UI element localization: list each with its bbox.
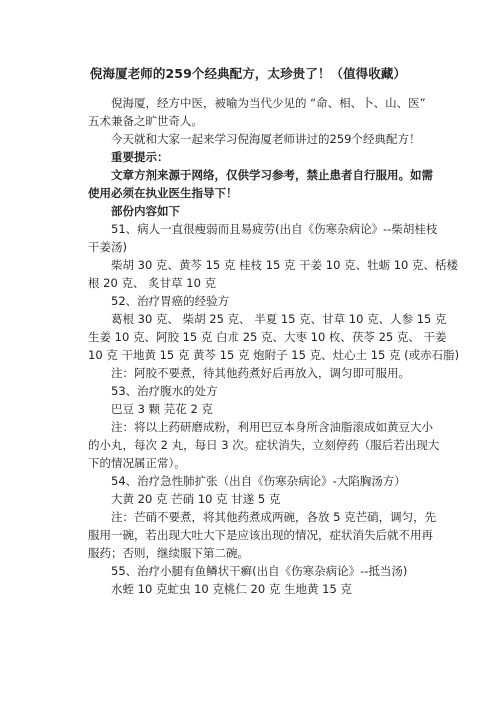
- text-line: 大黄 20 克 芒硝 10 克 甘遂 5 克: [111, 492, 281, 506]
- text-line: 五术兼备之旷世奇人。: [88, 114, 203, 128]
- text-line: 部份内容如下: [111, 204, 180, 218]
- text-line: 下的情况属正常）。: [88, 456, 186, 470]
- text-line: 倪海厦，经方中医，被喻为当代少见的 “命、相、卜、山、医”: [111, 96, 426, 110]
- text-line: 今天就和大家一起来学习倪海厦老师讲过的259个经典配方！: [111, 132, 421, 146]
- text-line: 54、治疗急性肺扩张（出自《伤寒杂病论》-大陷胸汤方）: [111, 474, 406, 488]
- text-line: 51、病人一直很瘦弱而且易疲劳(出自《伤寒杂病论》--柴胡桂枝: [111, 222, 438, 236]
- text-line: 52、治疗胃癌的经验方: [111, 294, 230, 308]
- text-line: 注：将以上药研磨成粉，利用巴豆本身所含油脂滚成如黄豆大小: [111, 420, 433, 434]
- text-line: 服药；否则，继续服下第二碗。: [88, 546, 249, 560]
- text-line: 10 克 干地黄 15 克 黄芩 15 克 炮附子 15 克、灶心土 15 克 (或赤石脂): [88, 348, 460, 362]
- text-line: 的小丸，每次 2 丸，每日 3 次。症状消失，立刻停药（服后若出现大: [88, 438, 440, 452]
- text-line: 注：芒硝不要煮，将其他药煮成两碗，各放 5 克芒硝，调匀，先: [111, 510, 437, 524]
- text-line: 文章方剂来源于网络，仅供学习参考，禁止患者自行服用。如需: [111, 168, 433, 182]
- text-line: 葛根 30 克、 柴胡 25 克、 半夏 15 克、甘草 10 克、人参 15 克: [111, 312, 447, 326]
- text-line: 55、治疗小腿有鱼鳞状干癣(出自《伤寒杂病论》--抵当汤): [111, 564, 408, 578]
- text-line: 干姜汤): [88, 240, 127, 254]
- text-line: 53、治疗腹水的处方: [111, 384, 218, 398]
- text-line: 使用必须在执业医生指导下！: [88, 186, 238, 200]
- text-line: 巴豆 3 颗 芫花 2 克: [111, 402, 213, 416]
- text-line: 服用一碗，若出现大吐大下是应该出现的情况，症状消失后就不用再: [88, 528, 433, 542]
- text-line: 水蛭 10 克虻虫 10 克桃仁 20 克 生地黄 15 克: [111, 582, 352, 596]
- text-line: 重要提示：: [111, 150, 169, 164]
- text-line: 柴胡 30 克、黄芩 15 克 桂枝 15 克 干姜 10 克、牡蛎 10 克、栝楼: [111, 258, 459, 272]
- text-line: 注：阿胶不要煮，待其他药煮好后再放入，调匀即可服用。: [111, 366, 410, 380]
- document-body: [88, 94, 460, 598]
- document-title: 倪海厦老师的259个经典配方，太珍贵了！（值得收藏）: [89, 66, 407, 81]
- text-line: 生姜 10 克、阿胶 15 克 白朮 25 克、大枣 10 枚、茯苓 25 克、 干姜: [88, 330, 447, 344]
- text-line: 根 20 克、 炙甘草 10 克: [88, 276, 217, 290]
